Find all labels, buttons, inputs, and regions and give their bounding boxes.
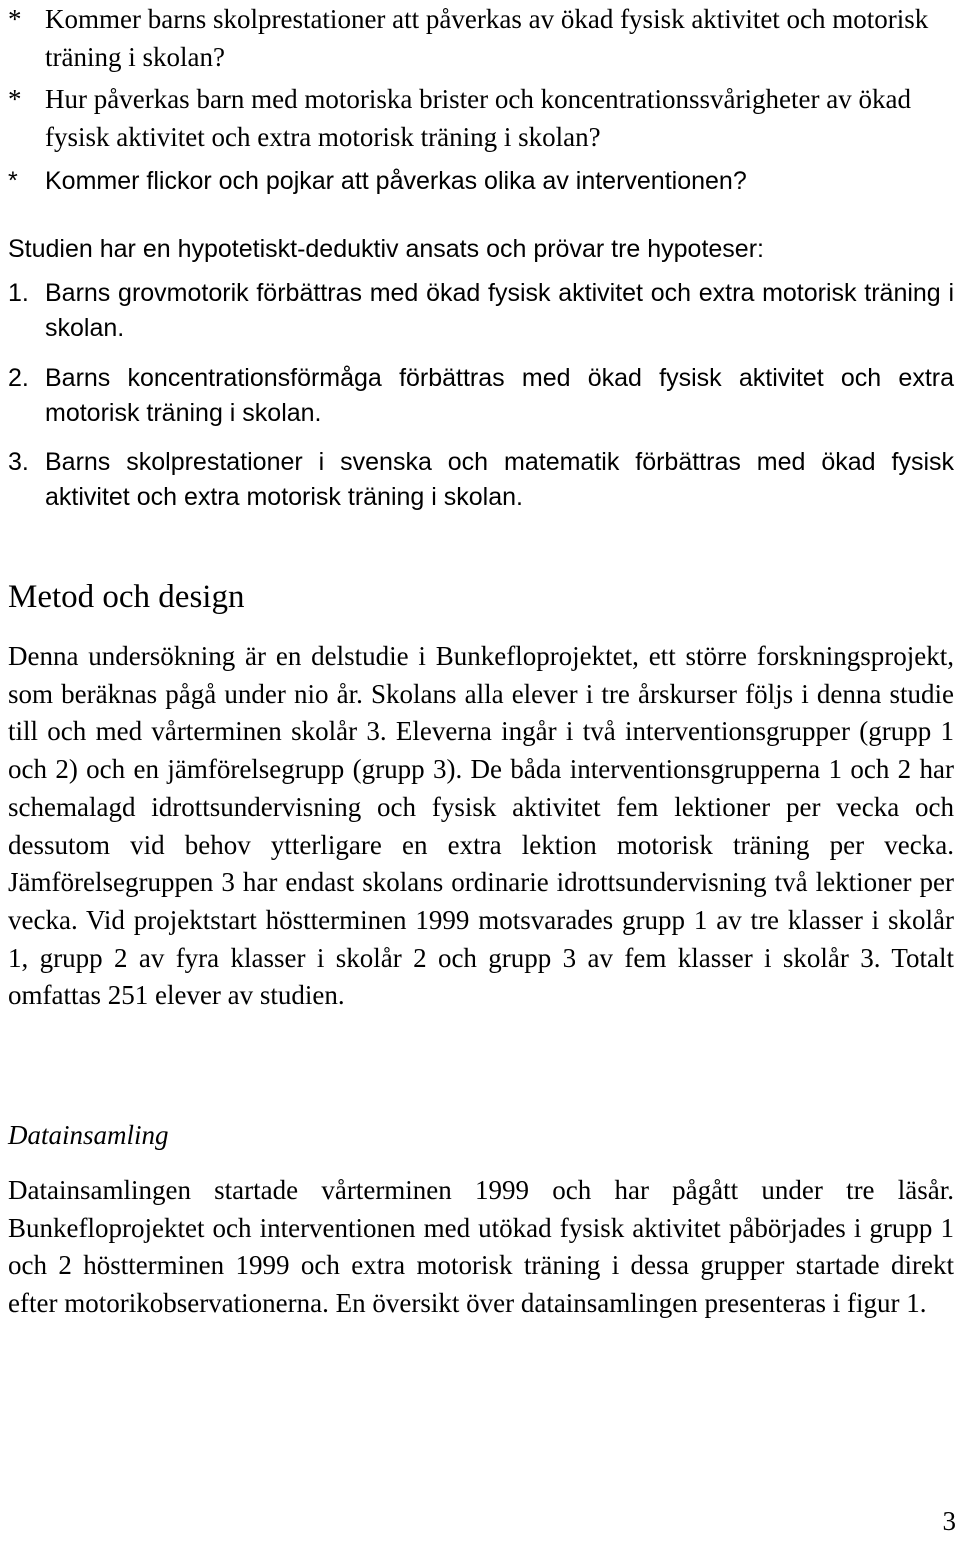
research-question-text: Kommer barns skolprestationer att påverkas av ökad fysisk aktivitet och motorisk träning i skolan? xyxy=(45,4,929,72)
research-question-1 xyxy=(8,0,958,76)
hypothesis-number: 1. xyxy=(8,279,29,307)
hypothesis-text: Barns skolprestationer i svenska och matematik förbättras med ökad fysisk aktivitet och extra motorisk träning i skolan. xyxy=(45,448,954,511)
data-collection-paragraph: Datainsamlingen startade vårterminen 1999 och har pågått under tre läsår. Bunkefloprojektet och interventionen med utökad fysisk aktivitet påbörjades i grupp 1 och 2 höstterminen 1999 och extra motorisk träning i dessa grupper startade direkt efter motorikobservationerna. En översikt över datainsamlingen presenteras i figur 1. xyxy=(8,1175,954,1319)
hypotheses-intro: Studien har en hypotetiskt-deduktiv ansats och prövar tre hypoteser: xyxy=(8,235,764,263)
hypothesis-1 xyxy=(8,276,954,346)
hypothesis-text: Barns koncentrationsförmåga förbättras med ökad fysisk aktivitet och extra motorisk träning i skolan. xyxy=(45,364,954,427)
hypothesis-3 xyxy=(8,445,954,515)
hypothesis-number: 3. xyxy=(8,448,29,476)
bullet-asterisk: * xyxy=(8,167,18,195)
hypothesis-2 xyxy=(8,361,954,431)
bullet-asterisk: * xyxy=(8,4,22,34)
research-question-3 xyxy=(8,162,958,200)
section-heading-method: Metod och design xyxy=(8,579,245,615)
page-number: 3 xyxy=(942,1506,956,1536)
research-question-text: Kommer flickor och pojkar att påverkas olika av interventionen? xyxy=(45,167,747,195)
method-paragraph: Denna undersökning är en delstudie i Bunkefloprojektet, ett större forskningsprojekt, som beräknas pågå under nio år. Skolans alla elever i tre årskurser följs i denna studie till och med vårterminen skolår 3. Eleverna ingår i två interventionsgrupper (grupp 1 och 2) och en jämförelsegrupp (grupp 3). De båda interventionsgrupperna 1 och 2 har schemalagd idrottsundervisning och fysisk aktivitet fem lektioner per vecka och dessutom vid behov ytterligare en extra lektion motorisk träning per vecka. Jämförelsegruppen 3 har endast skolans ordinarie idrottsundervisning två lektioner per vecka. Vid projektstart höstterminen 1999 motsvarades grupp 1 av tre klasser i skolår 1, grupp 2 av fyra klasser i skolår 2 och grupp 3 av fem klasser i skolår 3. Totalt omfattas 251 elever av studien. xyxy=(8,641,954,1011)
subsection-heading-data-collection: Datainsamling xyxy=(8,1120,169,1150)
research-question-text: Hur påverkas barn med motoriska brister och koncentrationssvårigheter av ökad fysisk aktivitet och extra motorisk träning i skolan? xyxy=(45,84,911,152)
hypothesis-text: Barns grovmotorik förbättras med ökad fysisk aktivitet och extra motorisk träning i skolan. xyxy=(45,279,954,342)
hypothesis-number: 2. xyxy=(8,364,29,392)
research-question-2 xyxy=(8,80,958,156)
bullet-asterisk: * xyxy=(8,84,22,114)
